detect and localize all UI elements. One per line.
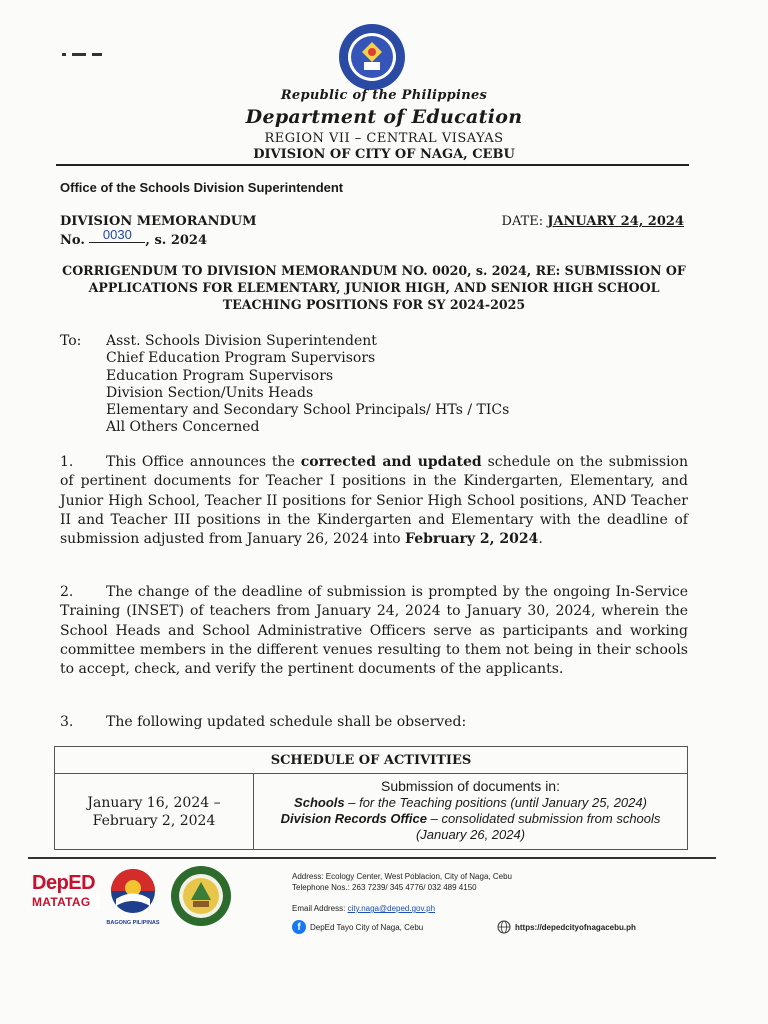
department-name: Department of Education [245, 106, 523, 128]
facebook-page-name: DepEd Tayo City of Naga, Cebu [310, 922, 424, 932]
bagong-pilipinas-logo [106, 866, 160, 928]
website-link: https://depedcityofnagacebu.ph [515, 922, 636, 932]
memo-series: , s. 2024 [145, 233, 207, 248]
memo-date-line [502, 214, 684, 229]
deped-seal-logo [337, 22, 407, 92]
globe-icon [497, 920, 511, 934]
division-line: DIVISION OF CITY OF NAGA, CEBU [253, 147, 515, 162]
header-rule [56, 164, 689, 166]
recipient-item: Education Program Supervisors [106, 367, 334, 384]
paragraph-text: . [538, 531, 543, 548]
recipient-item: Division Section/Units Heads [106, 384, 314, 401]
deped-logo-text: DepED [32, 872, 96, 894]
matatag-logo-text: MATATAG [32, 895, 100, 909]
region-line: REGION VII – CENTRAL VISAYAS [264, 131, 504, 146]
footer-rule [28, 857, 716, 859]
republic-line: Republic of the Philippines [280, 88, 488, 103]
footer-facebook[interactable] [292, 920, 423, 934]
footer-email [292, 904, 435, 913]
deped-matatag-logo [32, 872, 100, 924]
schedule-records-text: – consolidated submission from schools (January 26, 2024) [415, 811, 661, 842]
schedule-date-start: January 16, 2024 – [87, 794, 221, 811]
recipient-item: All Others Concerned [106, 419, 260, 436]
bagong-pilipinas-text: BAGONG PILIPINAS [106, 920, 160, 926]
paragraph-2 [60, 583, 688, 679]
schedule-records-line [258, 811, 683, 843]
paragraph-number: 3. [60, 714, 74, 730]
schedule-description-cell [254, 774, 688, 850]
bagong-pilipinas-emblem [106, 866, 160, 916]
memo-number-line [60, 227, 207, 248]
table-row [55, 774, 688, 850]
paragraph-emphasis: corrected and updated [300, 454, 482, 470]
recipient-item: Chief Education Program Supervisors [106, 350, 376, 367]
email-label: Email Address: [292, 904, 348, 913]
facebook-icon: f [292, 920, 306, 934]
paragraph-text: The change of the deadline of submission is prompted by the ongoing In-Service Training (INSET) of teachers from January 24, 2024 to January 30, 2024, wherein the School Heads and School Administrative Officers serve as participants and working committee members in the different venues resulting to them not being in their schools to accept, check, and verify the pertinent documents of the applicants. [60, 584, 688, 678]
deadline-date: February 2, 2024 [405, 531, 539, 548]
office-line: Office of the Schools Division Superintendent [60, 180, 344, 195]
schedule-table [54, 746, 688, 850]
to-label: To: [60, 333, 82, 349]
memo-date: JANUARY 24, 2024 [547, 214, 684, 229]
memo-number: 0030 [89, 227, 145, 243]
paragraph-number: 1. [60, 454, 74, 470]
email-link[interactable]: city.naga@deped.gov.ph [347, 904, 436, 913]
footer-website[interactable] [497, 920, 636, 934]
schedule-records-label: Division Records Office [280, 811, 428, 826]
recipient-item: Elementary and Secondary School Principals/ HTs / TICs [106, 402, 510, 419]
scan-mark [62, 44, 110, 50]
schedule-schools-text: – for the Teaching positions (until January 25, 2024) [344, 795, 647, 810]
paragraph-1 [60, 453, 688, 549]
memo-title: CORRIGENDUM TO DIVISION MEMORANDUM NO. 0020, s. 2024, RE: SUBMISSION OF APPLICATIONS FOR ELEMENTARY, JUNIOR HIGH, AND SENIOR HIGH SCHOOL TEACHING POSITIONS FOR SY 2024-2025 [62, 263, 686, 312]
paragraph-text: The following updated schedule shall be observed: [106, 714, 467, 730]
paragraph-3 [60, 713, 688, 732]
paragraph-text: This Office announces the [106, 454, 301, 470]
recipient-list [106, 333, 509, 437]
schedule-date-end: February 2, 2024 [92, 812, 216, 829]
memo-no-label: No. [60, 233, 85, 248]
schedule-heading: SCHEDULE OF ACTIVITIES [55, 747, 688, 774]
division-seal-logo [170, 865, 232, 927]
schedule-schools-label: Schools [294, 795, 345, 810]
date-label: DATE: [501, 214, 544, 229]
schedule-intro: Submission of documents in: [381, 778, 560, 794]
schedule-schools-line [258, 795, 683, 811]
footer-address: Address: Ecology Center, West Poblacion, City of Naga, Cebu [292, 872, 512, 881]
paragraph-text: schedule on the submission of pertinent documents for Teacher I positions in the Kindergarten, Elementary, and Junior High School, Teacher II positions for Senior High School positions, AND Teacher II and Teacher III positions in the Kindergarten and Elementary with the deadline of submission adjusted from January 26, 2024 into [60, 454, 688, 548]
memo-type: DIVISION MEMORANDUM [60, 214, 257, 229]
table-row [55, 747, 688, 774]
recipient-item: Asst. Schools Division Superintendent [106, 333, 377, 349]
footer-telephone: Telephone Nos.: 263 7239/ 345 4776/ 032 489 4150 [292, 883, 477, 892]
paragraph-number: 2. [60, 584, 74, 600]
schedule-date-cell [55, 774, 254, 850]
